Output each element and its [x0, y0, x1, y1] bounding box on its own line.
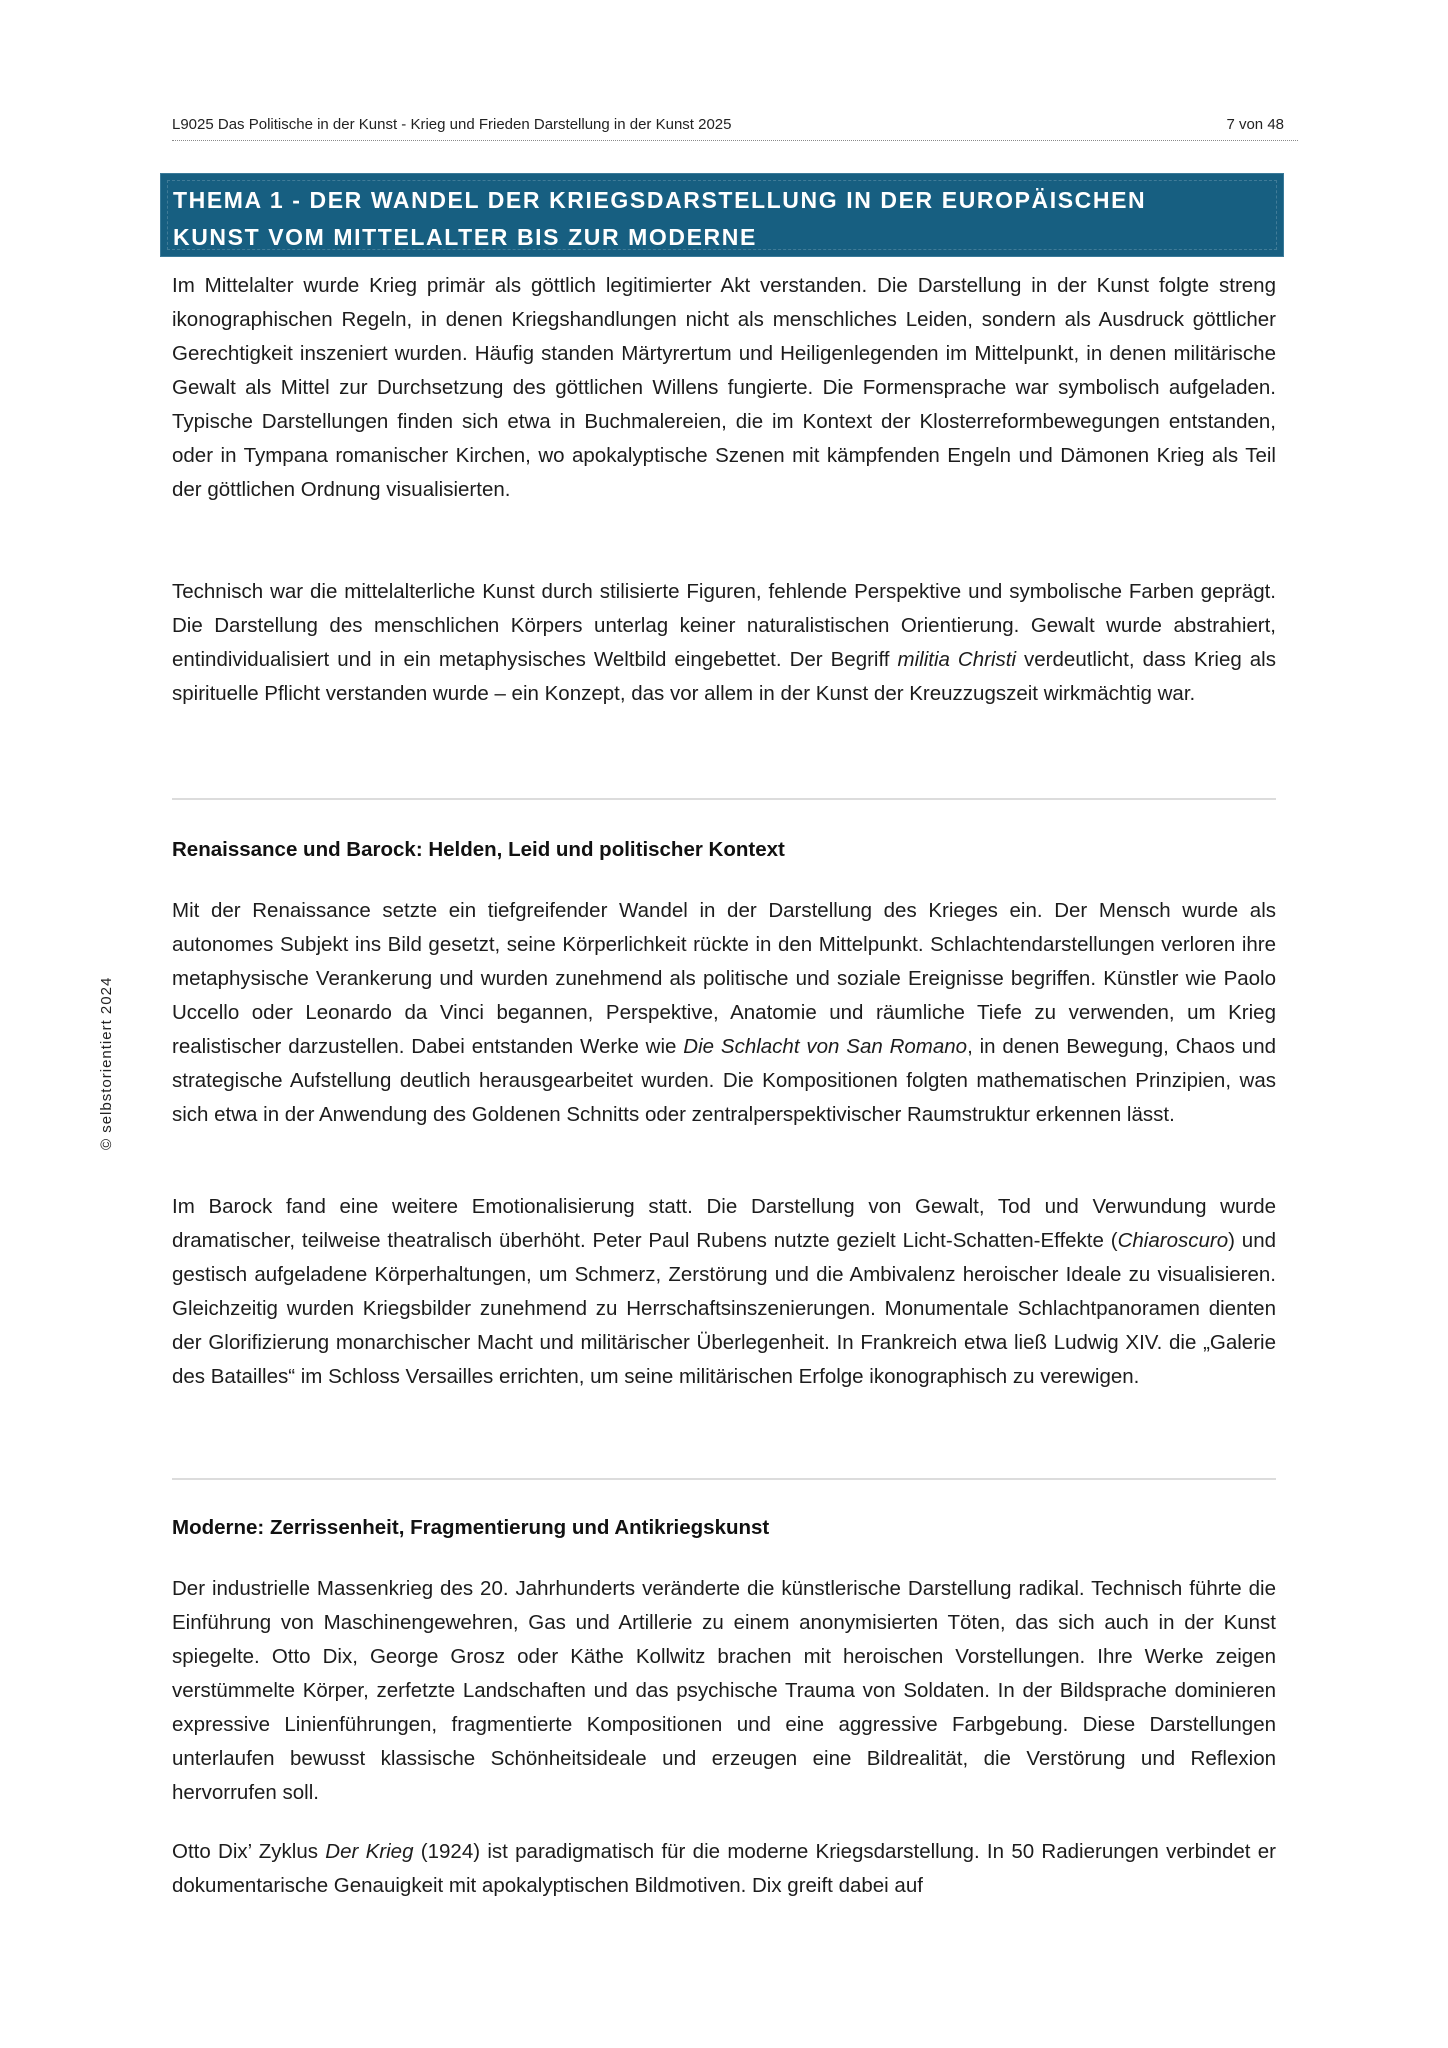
- chapter-title: [173, 182, 1146, 256]
- paragraph-renaissance: [172, 894, 1276, 1132]
- paragraph-text: Im Barock fand eine weitere Emotionalisierung statt. Die Darstellung von Gewalt, Tod und Verwundung wurde dramatischer, teilweise theatralisch überhöht. Peter Paul Rubens nutzte gezielt Licht-Schatten-Effekte (: [172, 1195, 1276, 1252]
- chapter-title-banner: [160, 173, 1284, 257]
- paragraph-text: Mit der Renaissance setzte ein tiefgreifender Wandel in der Darstellung des Krieges ein. Der Mensch wurde als autonomes Subjekt ins Bild gesetzt, seine Körperlichkeit rückte in den Mittelpunkt. Schlachtendarstellungen verloren ihre metaphysische Verankerung und wurden zunehmend als politische und soziale Ereignisse begriffen. Künstler wie Paolo Uccello oder Leonardo da Vinci begannen, Perspektive, Anatomie und räumliche Tiefe zu verwenden, um Krieg realistischer darzustellen. Dabei entstanden Werke wie: [172, 899, 1276, 1058]
- paragraph-text: , in denen Bewegung, Chaos und strategische Aufstellung deutlich herausgearbeitet wurden. Die Kompositionen folgten mathematischen Prinzipien, was sich etwa in der Anwendung des Goldenen Schnitts oder zentralperspektivischer Raumstruktur erkennen lässt.: [172, 1035, 1276, 1126]
- paragraph-text: Otto Dix’ Zyklus: [172, 1840, 326, 1863]
- artwork-title-san-romano: Die Schlacht von San Romano: [683, 1035, 968, 1058]
- paragraph-mittelalter-2: [172, 575, 1276, 711]
- paragraph-moderne-2: [172, 1835, 1276, 1903]
- paragraph-text: Technisch war die mittelalterliche Kunst durch stilisierte Figuren, fehlende Perspektive und symbolische Farben geprägt. Die Darstellung des menschlichen Körpers unterlag keiner naturalistischen Orientierung. Gewalt wurde abstrahiert, entindividualisiert und in ein metaphysisches Weltbild eingebettet. Der Begriff: [172, 580, 1276, 671]
- term-militia-christi: militia Christi: [897, 648, 1017, 671]
- section-heading-renaissance-barock: Renaissance und Barock: Helden, Leid und politischer Kontext: [172, 838, 785, 861]
- chapter-title-line-1: THEMA 1 - DER WANDEL DER KRIEGSDARSTELLUNG IN DER EUROPÄISCHEN: [173, 187, 1147, 213]
- document-title: L9025 Das Politische in der Kunst - Krieg und Frieden Darstellung in der Kunst 2025: [172, 116, 732, 133]
- paragraph-text: (1924) ist paradigmatisch für die moderne Kriegsdarstellung. In 50 Radierungen verbindet er dokumentarische Genauigkeit mit apokalyptischen Bildmotiven. Dix greift dabei auf: [172, 1840, 1276, 1897]
- artwork-title-der-krieg: Der Krieg: [325, 1840, 414, 1863]
- page-header: [172, 114, 1298, 141]
- paragraph-barock: [172, 1190, 1276, 1394]
- paragraph-mittelalter-1: Im Mittelalter wurde Krieg primär als göttlich legitimierter Akt verstanden. Die Darstellung in der Kunst folgte streng ikonographischen Regeln, in denen Kriegshandlungen nicht als menschliches Leiden, sondern als Ausdruck göttlicher Gerechtigkeit inszeniert wurden. Häufig standen Märtyrertum und Heiligenlegenden im Mittelpunkt, in denen militärische Gewalt als Mittel zur Durchsetzung des göttlichen Willens fungierte. Die Formensprache war symbolisch aufgeladen. Typische Darstellungen finden sich etwa in Buchmalereien, die im Kontext der Klosterreformbewegungen entstanden, oder in Tympana romanischer Kirchen, wo apokalyptische Szenen mit kämpfenden Engeln und Dämonen Krieg als Teil der göttlichen Ordnung visualisierten.: [172, 274, 1276, 501]
- chapter-title-line-2: KUNST VOM MITTELALTER BIS ZUR MODERNE: [173, 224, 757, 250]
- paragraph-text: verdeutlicht, dass Krieg als spirituelle Pflicht verstanden wurde – ein Konzept, das vor allem in der Kunst der Kreuzzugszeit wirkmächtig war.: [172, 648, 1276, 705]
- copyright-note: © selbstorientiert 2024: [98, 976, 115, 1150]
- section-heading-moderne: Moderne: Zerrissenheit, Fragmentierung und Antikriegskunst: [172, 1516, 770, 1539]
- page-number: 7 von 48: [1226, 116, 1284, 133]
- paragraph-moderne-1: Der industrielle Massenkrieg des 20. Jahrhunderts veränderte die künstlerische Darstellung radikal. Technisch führte die Einführung von Maschinengewehren, Gas und Artillerie zu einem anonymisierten Töten, das sich auch in der Kunst spiegelte. Otto Dix, George Grosz oder Käthe Kollwitz brachen mit heroischen Vorstellungen. Ihre Werke zeigen verstümmelte Körper, zerfetzte Landschaften und das psychische Trauma von Soldaten. In der Bildsprache dominieren expressive Linienführungen, fragmentierte Kompositionen und eine aggressive Farbgebung. Diese Darstellungen unterlaufen bewusst klassische Schönheitsideale und erzeugen eine Bildrealität, die Verstörung und Reflexion hervorrufen soll.: [172, 1577, 1276, 1804]
- paragraph-text: ) und gestisch aufgeladene Körperhaltungen, um Schmerz, Zerstörung und die Ambivalenz heroischer Ideale zu visualisieren. Gleichzeitig wurden Kriegsbilder zunehmend zu Herrschaftsinszenierungen. Monumentale Schlachtpanoramen dienten der Glorifizierung monarchischer Macht und militärischer Überlegenheit. In Frankreich etwa ließ Ludwig XIV. die „Galerie des Batailles“ im Schloss Versailles errichten, um seine militärischen Erfolge ikonographisch zu verewigen.: [172, 1229, 1276, 1388]
- term-chiaroscuro: Chiaroscuro: [1117, 1229, 1229, 1252]
- section-divider: [172, 798, 1276, 800]
- section-divider: [172, 1478, 1276, 1480]
